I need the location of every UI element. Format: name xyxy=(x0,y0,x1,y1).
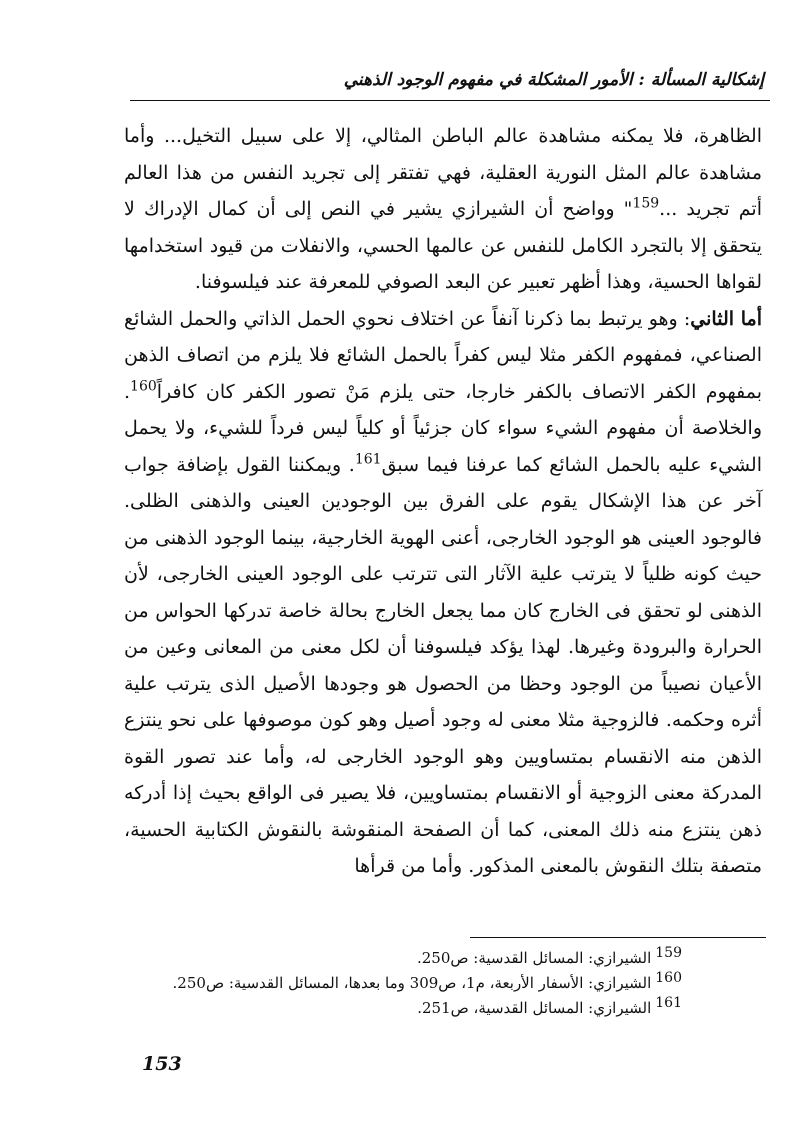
footnote-159 xyxy=(150,946,682,971)
footnote-rule xyxy=(470,937,766,938)
paragraph-2-bold-lead: أما الثاني xyxy=(690,307,762,330)
footnote-160 xyxy=(150,971,682,996)
footnote-number: 161 xyxy=(655,995,682,1011)
header-rule xyxy=(130,100,770,101)
paragraph-1 xyxy=(124,118,762,301)
footnote-number: 160 xyxy=(655,970,682,986)
footnote-161 xyxy=(150,996,682,1021)
footnote-number: 159 xyxy=(655,945,682,961)
body-text xyxy=(124,118,762,885)
paragraph-1-text-b: " وواضح أن الشيرازي يشير في النص إلى أن كمال الإدراك لا يتحقق إلا بالتجرد الكامل للنفس عن عالمها الحسي، والانفلات من قيود استخدامها لقواها الحسية، وهذا أظهر تعبير عن البعد الصوفي للمعرفة عند فيلسوفنا. xyxy=(124,198,762,293)
paragraph-2 xyxy=(124,301,762,885)
footnote-ref-161[interactable]: 161 xyxy=(354,451,382,468)
paragraph-1-text-a: الظاهرة، فلا يمكنه مشاهدة عالم الباطن المثالي، إلا على سبيل التخيل... وأما مشاهدة عالم المثل النورية العقلية، فهي تفتقر إلى تجريد النفس من هذا العالم أتم تجريد ... xyxy=(124,125,762,220)
footnote-text: الشيرازي: المسائل القدسية: ص250. xyxy=(416,949,652,967)
running-header: إشكالية المسألة : الأمور المشكلة في مفهوم الوجود الذهني xyxy=(343,70,764,90)
footnote-ref-160[interactable]: 160 xyxy=(130,378,157,395)
footnote-ref-159[interactable]: 159 xyxy=(632,195,660,212)
footnote-text: الشيرازي: الأسفار الأربعة، م1، ص309 وما بعدها، المسائل القدسية: ص250. xyxy=(172,974,652,992)
footnotes xyxy=(150,946,682,1021)
paragraph-2-text-a: : وهو يرتبط بما ذكرنا آنفاً عن اختلاف نحوي الحمل الذاتي والحمل الشائع الصناعي، فمفهوم الكفر مثلا ليس كفراً بالحمل الشائع فلا يلزم من اتصاف الذهن بمفهوم الكفر الاتصاف بالكفر خارجا، حتى يلزم مَنْ تصور الكفر كان كافراً xyxy=(124,307,762,403)
page-number: 153 xyxy=(142,1053,182,1075)
footnote-text: الشيرازي: المسائل القدسية، ص251. xyxy=(417,999,652,1017)
paragraph-2-text-b: . والخلاصة أن مفهوم الشيء سواء كان جزئياً أو كلياً ليس فرداً للشيء، ولا يحمل الشيء عليه بالحمل الشائع كما عرفنا فيما سبق xyxy=(124,380,762,476)
paragraph-2-text-c: . ويمكننا القول بإضافة جواب آخر عن هذا الإشكال يقوم على الفرق بين الوجودين العينى والذهنى الظلى. فالوجود العينى هو الوجود الخارجى، أعنى الهوية الخارجية، بينما الوجود الذهنى من حيث كونه ظلياً لا يترتب علية الآثار التى تترتب على الوجود العينى الخارجى، لأن الذهنى لو تحقق فى الخارج كان مما يجعل الخارج بحالة خاصة تدركها الحواس من الحرارة والبرودة وغيرها. لهذا يؤكد فيلسوفنا أن لكل معنى من المعانى وعين من الأعيان نصيباً من الوجود وحظا من الحصول هو وجودها الأصيل الذى يترتب علية أثره وحكمه. فالزوجية مثلا معنى له وجود أصيل وهو كون موصوفها على نحو ينتزع الذهن منه الانقسام بمتساويين وهو الوجود الخارجى له، وأما عند تصور القوة المدركة معنى الزوجية أو الانقسام بمتساويين، فلا يصير فى الواقع بحيث إذا أدركه ذهن ينتزع منه ذلك المعنى، كما أن الصفحة المنقوشة بالنقوش الكتابية الحسية، متصفة بتلك النقوش بالمعنى المذكور. وأما من قرأها xyxy=(124,453,762,877)
